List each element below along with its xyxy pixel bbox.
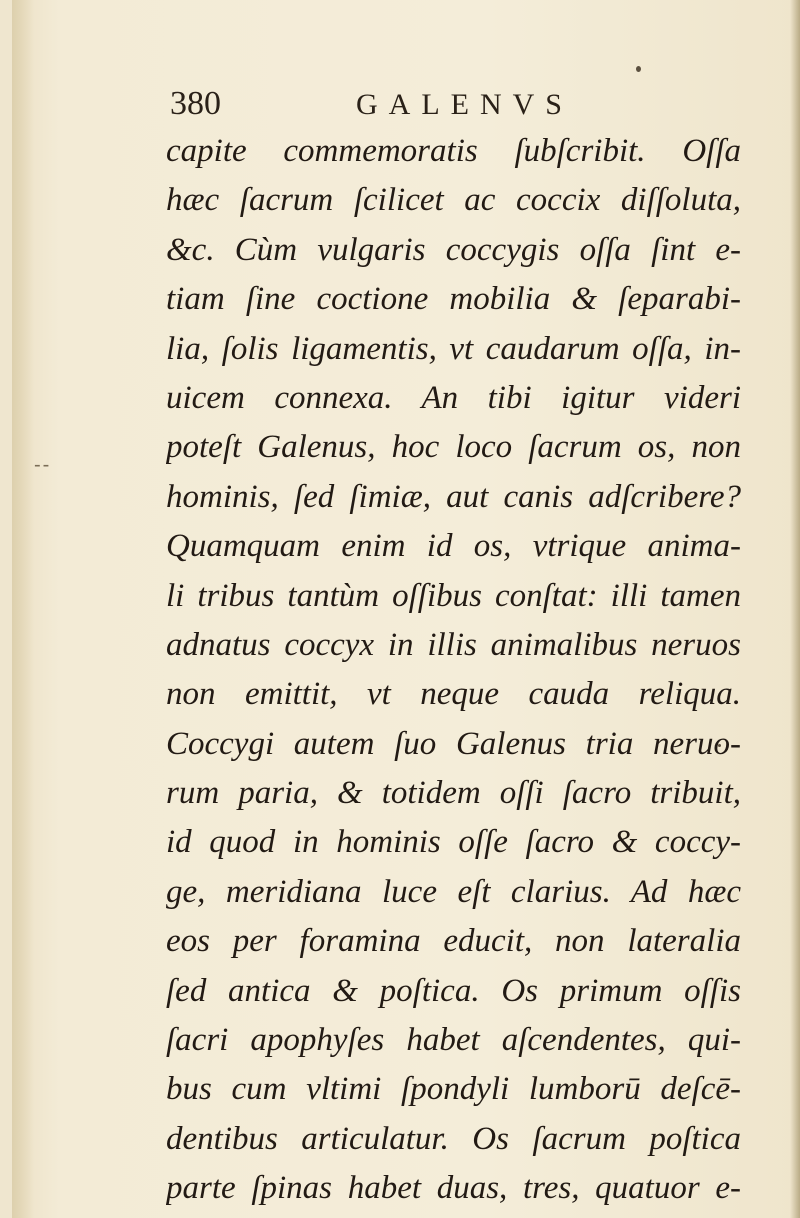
text-line: rum paria, & totidem oſſi ſacro tribuit, [166, 775, 741, 812]
text-line: non emittit, vt neque cauda reliqua. [166, 676, 741, 713]
text-line: Coccygi autem ſuo Galenus tria neruo- [166, 725, 741, 762]
text-line: lia, ſolis ligamentis, vt caudarum oſſa, in- [166, 330, 741, 367]
text-line: &c. Cùm vulgaris coccygis oſſa ſint e- [166, 231, 741, 268]
text-line: id quod in hominis oſſe ſacro & coccy- [166, 824, 741, 861]
text-line: ſed antica & poſtica. Os primum oſſis [166, 972, 741, 1009]
ink-speck [636, 66, 641, 72]
text-line: adnatus coccyx in illis animalibus neruos [166, 626, 741, 663]
text-line: dentibus articulatur. Os ſacrum poſtica [166, 1120, 741, 1157]
text-line: ge, meridiana luce eſt clarius. Ad hæc [166, 873, 741, 910]
page-header [170, 84, 600, 124]
text-line: tiam ſine coctione mobilia & ſeparabi- [166, 281, 741, 318]
page-edge-shadow [790, 0, 800, 1218]
text-line: poteſt Galenus, hoc loco ſacrum os, non [166, 429, 741, 466]
text-line: parte ſpinas habet duas, tres, quatuor e- [166, 1170, 741, 1207]
margin-mark: -- [34, 454, 52, 476]
text-line: li tribus tantùm oſſibus conſtat: illi tamen [166, 577, 741, 614]
text-line: hæc ſacrum ſcilicet ac coccix diſſoluta, [166, 182, 741, 219]
running-title: GALENVS [356, 88, 573, 121]
text-line: capite commemoratis ſubſcribit. Oſſa [166, 133, 741, 169]
text-line: bus cum vltimi ſpondyli lumborū deſcē- [166, 1071, 741, 1108]
page-number: 380 [170, 85, 221, 122]
gutter-shadow [12, 0, 34, 1218]
body-text [166, 127, 741, 1214]
text-line: uicem connexa. An tibi igitur videri [166, 379, 741, 416]
text-line: hominis, ſed ſimiæ, aut canis adſcribere? [166, 478, 741, 515]
text-line: eos per foramina educit, non lateralia [166, 923, 741, 960]
text-line: Quamquam enim id os, vtrique anima- [166, 528, 741, 565]
text-line: ſacri apophyſes habet aſcendentes, qui- [166, 1022, 741, 1059]
